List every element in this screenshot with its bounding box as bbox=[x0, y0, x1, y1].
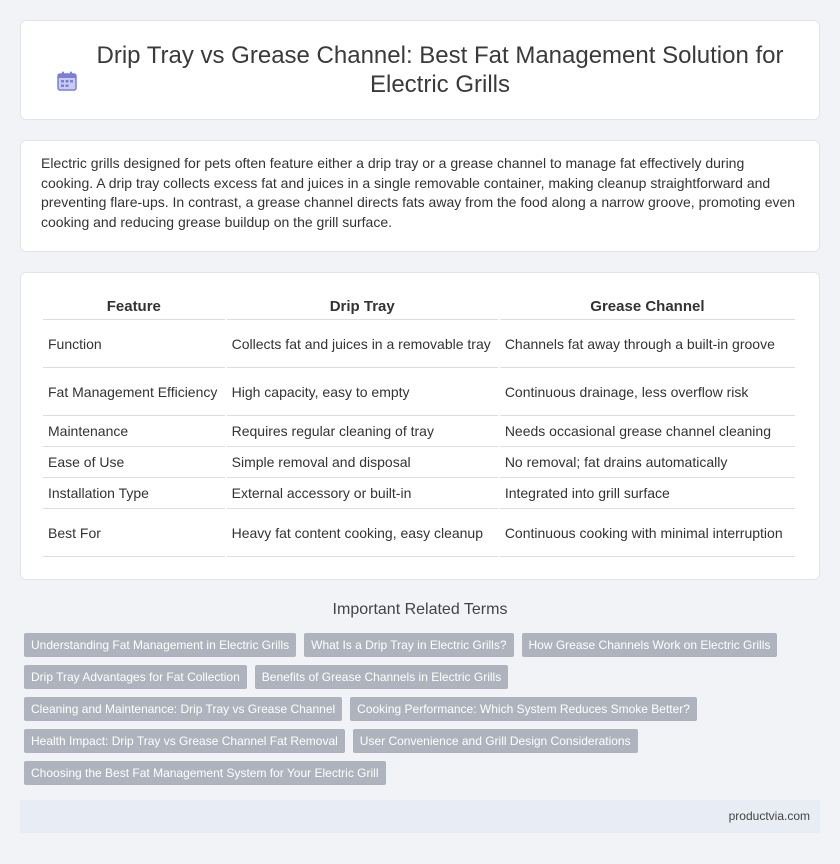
related-term-tag[interactable]: Choosing the Best Fat Management System for Your Electric Grill bbox=[24, 761, 386, 785]
table-row bbox=[43, 478, 795, 509]
table-row bbox=[43, 368, 795, 416]
column-header-feature: Feature bbox=[43, 294, 225, 320]
table-cell: Channels fat away through a built-in groove bbox=[500, 320, 795, 368]
related-term-tag[interactable]: User Convenience and Grill Design Considerations bbox=[353, 729, 638, 753]
table-row bbox=[43, 447, 795, 478]
related-term-tag[interactable]: Drip Tray Advantages for Fat Collection bbox=[24, 665, 247, 689]
table-row bbox=[43, 509, 795, 557]
related-terms-title: Important Related Terms bbox=[332, 601, 508, 618]
table-cell: High capacity, easy to empty bbox=[227, 368, 498, 416]
intro-text: Electric grills designed for pets often feature either a drip tray or a grease channel to manage fat effectively during cooking. A drip tray collects excess fat and juices in a single removable container, making cleanup straightforward and preventing flare-ups. In contrast, a grease channel directs fats away from the food along a narrow groove, promoting even cooking and reducing grease buildup on the grill surface. bbox=[41, 155, 796, 230]
table-cell: Ease of Use bbox=[43, 447, 225, 478]
table-row bbox=[43, 320, 795, 368]
comparison-card bbox=[20, 272, 820, 580]
table-cell: Function bbox=[43, 320, 225, 368]
table-cell: Continuous cooking with minimal interruption bbox=[500, 509, 795, 557]
related-term-tag[interactable]: Understanding Fat Management in Electric Grills bbox=[24, 633, 296, 657]
footer-site-link[interactable]: productvia.com bbox=[728, 809, 810, 823]
column-header-drip-tray: Drip Tray bbox=[227, 294, 498, 320]
related-term-tag[interactable]: Cooking Performance: Which System Reduces Smoke Better? bbox=[350, 697, 697, 721]
table-cell: External accessory or built-in bbox=[227, 478, 498, 509]
related-term-tag[interactable]: What Is a Drip Tray in Electric Grills? bbox=[304, 633, 513, 657]
related-term-tag[interactable]: Cleaning and Maintenance: Drip Tray vs Grease Channel bbox=[24, 697, 342, 721]
table-cell: Continuous drainage, less overflow risk bbox=[500, 368, 795, 416]
table-cell: No removal; fat drains automatically bbox=[500, 447, 795, 478]
table-cell: Collects fat and juices in a removable tray bbox=[227, 320, 498, 368]
table-cell: Fat Management Efficiency bbox=[43, 368, 225, 416]
column-header-grease-channel: Grease Channel bbox=[500, 294, 795, 320]
related-term-tag[interactable]: Benefits of Grease Channels in Electric Grills bbox=[255, 665, 508, 689]
table-row bbox=[43, 416, 795, 447]
table-cell: Heavy fat content cooking, easy cleanup bbox=[227, 509, 498, 557]
intro-card bbox=[20, 140, 820, 252]
table-cell: Requires regular cleaning of tray bbox=[227, 416, 498, 447]
header-card bbox=[20, 20, 820, 120]
table-cell: Installation Type bbox=[43, 478, 225, 509]
table-cell: Simple removal and disposal bbox=[227, 447, 498, 478]
table-header-row bbox=[43, 294, 795, 320]
table-cell: Needs occasional grease channel cleaning bbox=[500, 416, 795, 447]
table-cell: Best For bbox=[43, 509, 225, 557]
footer bbox=[20, 800, 820, 833]
table-cell: Integrated into grill surface bbox=[500, 478, 795, 509]
related-term-tag[interactable]: Health Impact: Drip Tray vs Grease Channel Fat Removal bbox=[24, 729, 345, 753]
comparison-table bbox=[41, 294, 797, 557]
table-cell: Maintenance bbox=[43, 416, 225, 447]
calendar-icon bbox=[55, 69, 79, 93]
related-terms-list bbox=[24, 633, 824, 793]
related-term-tag[interactable]: How Grease Channels Work on Electric Grills bbox=[522, 633, 778, 657]
page-title: Drip Tray vs Grease Channel: Best Fat Management Solution for Electric Grills bbox=[96, 42, 784, 98]
